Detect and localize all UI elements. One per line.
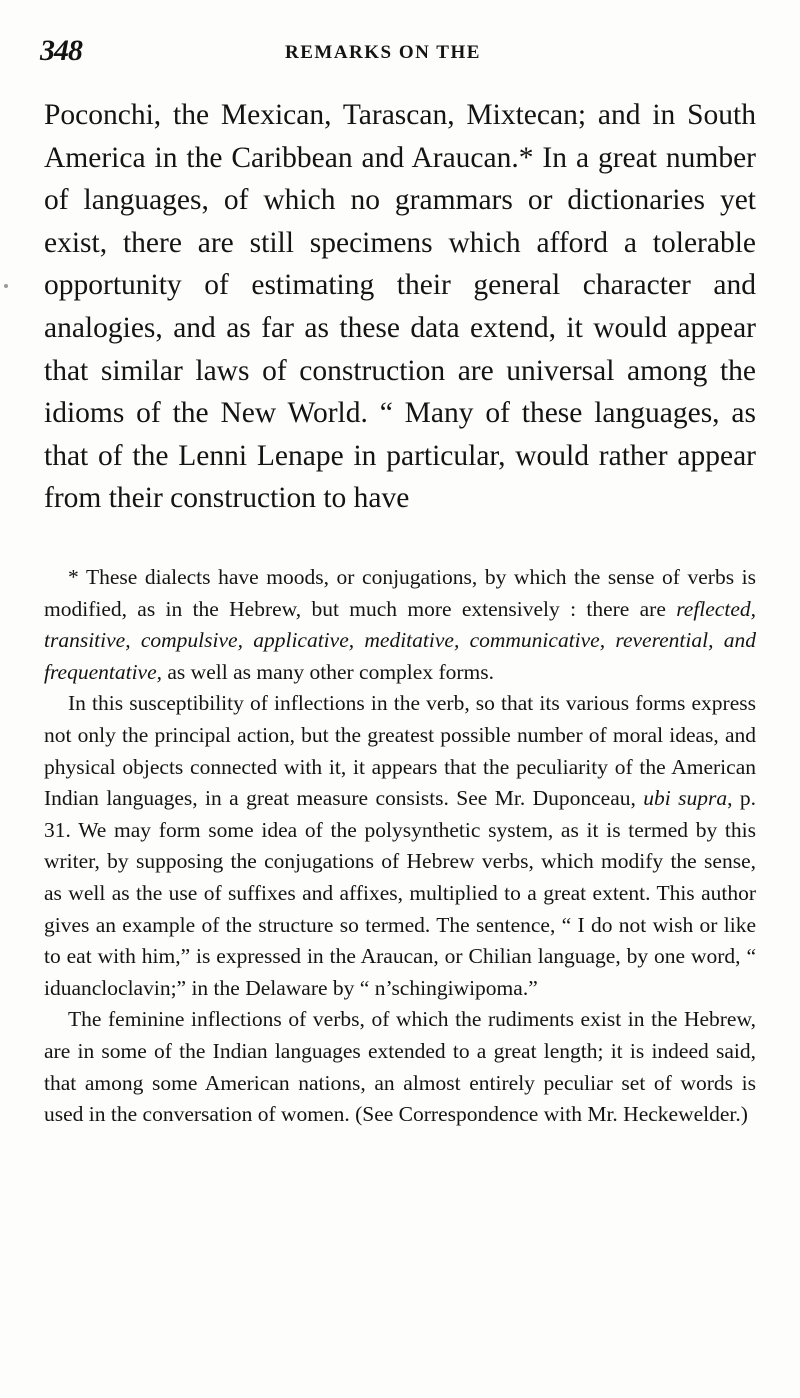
footnote-3-text: The feminine inflections of verbs, of which the rudiments exist in the Hebrew, are in some of the Indian languages extended to a great length; it is indeed said, that among some American nations, an almost entirely peculiar set of words is used in the conversation of women. (See Correspondence with Mr. Heckewelder.) xyxy=(44,1007,756,1127)
footnote-1-end: as well as many other complex forms. xyxy=(162,659,494,684)
page-header xyxy=(40,34,760,74)
page-number: 348 xyxy=(40,34,82,67)
main-paragraph: Poconchi, the Mexican, Tarascan, Mixtecan; and in South America in the Caribbean and Araucan.* In a great number of languages, of which no grammars or dictionaries yet exist, there are still specimens which afford a tolerable opportunity of estimating their general character and analogies, and as far as these data extend, it would appear that similar laws of construction are universal among the idioms of the New World. “ Many of these languages, as that of the Lenni Lenape in particular, would rather appear from their construction to have xyxy=(44,99,756,515)
paper-speck xyxy=(4,284,8,288)
footnote-2-text: In this susceptibility of inflections in the verb, so that its various forms express not only the principal action, but the greatest possible number of moral ideas, and physical objects connected with it, it appears that the peculiarity of the American Indian languages, in a great measure consists. See Mr. Duponceau, xyxy=(44,691,756,811)
footnote-1-italic: reflected, transitive, compulsive, applicative, meditative, communicative, reverential, and frequentative, xyxy=(44,596,756,684)
footnote-paragraph-2 xyxy=(44,688,756,1004)
main-text xyxy=(44,94,756,520)
footnote-2-italic: ubi supra xyxy=(643,786,728,811)
footnote-paragraph-3 xyxy=(44,1004,756,1130)
footnotes xyxy=(44,562,756,1131)
footnote-marker: * xyxy=(68,565,86,589)
running-head: REMARKS ON THE xyxy=(285,42,481,63)
footnote-2-end: , p. 31. We may form some idea of the polysynthetic system, as it is termed by this writer, by supposing the conjugations of Hebrew verbs, which modify the sense, as well as the use of suffixes and affixes, multiplied to a great extent. This author gives an example of the structure so termed. The sentence, “ I do not wish or like to eat with him,” is expressed in the Araucan, or Chilian language, by one word, “ iduancloclavin;” in the Delaware by “ n’schingiwipoma.” xyxy=(44,786,757,1000)
footnote-paragraph-1 xyxy=(44,562,756,688)
footnote-1-text: These dialects have moods, or conjugations, by which the sense of verbs is modified, as in the Hebrew, but much more extensively : there are xyxy=(44,565,756,621)
